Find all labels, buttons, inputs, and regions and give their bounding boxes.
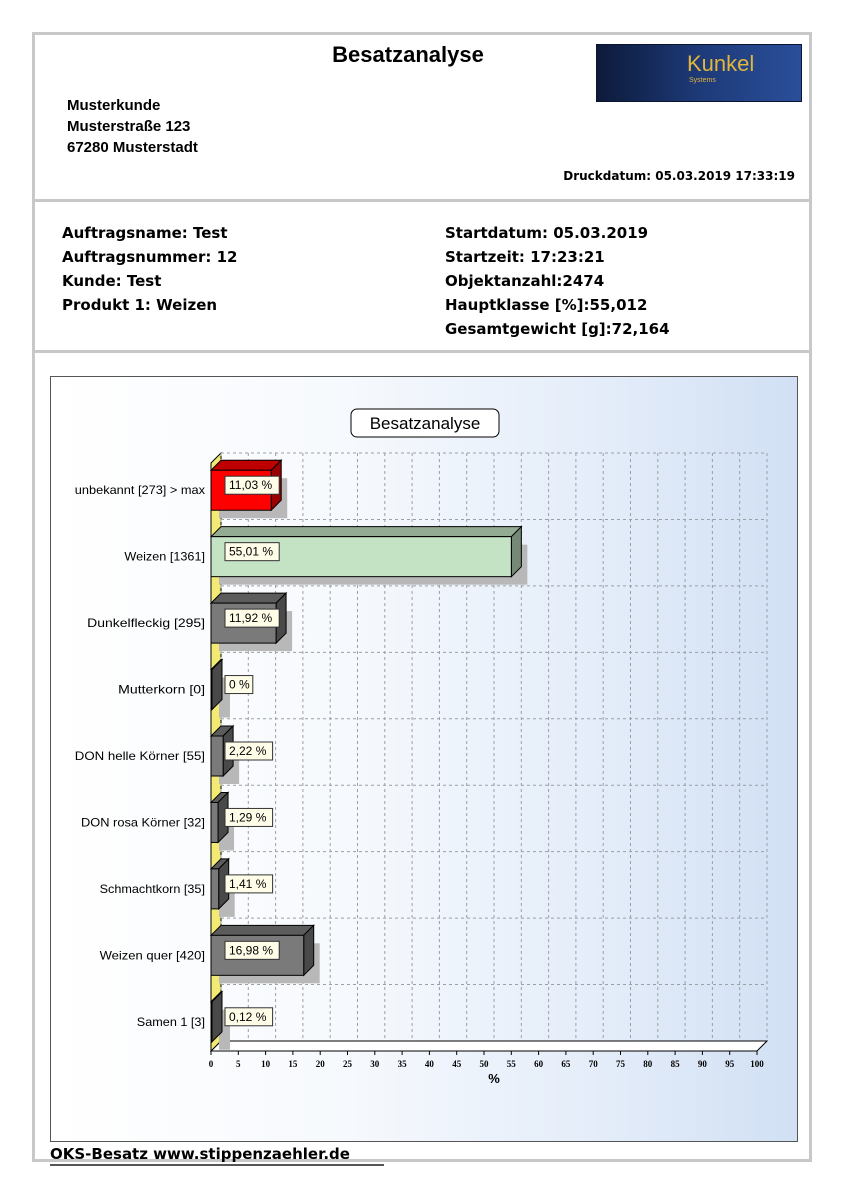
bar [211, 802, 218, 842]
bar-top [211, 925, 314, 935]
x-tick-label: 0 [208, 1059, 214, 1069]
bar-value-label: 1,29 % [229, 810, 267, 825]
address-line-city: 67280 Musterstadt [67, 139, 198, 156]
category-label: Weizen quer [420] [99, 948, 205, 963]
bar-value-label: 55,01 % [229, 544, 274, 559]
bar [211, 869, 219, 909]
category-label: Samen 1 [3] [136, 1014, 205, 1029]
main-class: Hauptklasse [%]:55,012 [445, 296, 648, 314]
print-date: Druckdatum: 05.03.2019 17:33:19 [563, 169, 795, 183]
chart-floor [211, 1041, 767, 1051]
category-label: unbekannt [273] > max [74, 483, 205, 498]
header-separator [32, 199, 812, 202]
bar-top [211, 527, 521, 537]
x-tick-label: 25 [343, 1059, 352, 1069]
address-line-name: Musterkunde [67, 97, 161, 114]
logo-sub: Systems [689, 77, 716, 84]
x-tick-label: 100 [750, 1059, 764, 1069]
address-line-street: Musterstraße 123 [67, 118, 191, 135]
x-tick-label: 50 [479, 1059, 489, 1069]
total-weight: Gesamtgewicht [g]:72,164 [445, 320, 670, 338]
bar-value-label: 2,22 % [229, 744, 267, 758]
company-logo [596, 44, 802, 102]
footer-underline [50, 1164, 384, 1166]
x-tick-label: 60 [534, 1059, 544, 1069]
x-tick-label: 80 [643, 1059, 653, 1069]
chart-title: Besatzanalyse [369, 414, 481, 433]
start-date: Startdatum: 05.03.2019 [445, 224, 649, 242]
category-label: Dunkelfleckig [295] [87, 616, 206, 631]
category-label: DON rosa Körner [32] [81, 815, 205, 830]
bar [211, 736, 223, 776]
bar [211, 670, 212, 710]
x-tick-label: 90 [697, 1059, 707, 1069]
bar-value-label: 16,98 % [229, 943, 274, 958]
x-tick-label: 75 [616, 1059, 625, 1069]
order-number: Auftragsnummer: 12 [62, 248, 238, 266]
bar-top [211, 593, 286, 603]
x-tick-label: 45 [452, 1059, 462, 1069]
info-separator [32, 350, 812, 353]
bar-chart [51, 377, 797, 1141]
customer: Kunde: Test [62, 272, 162, 290]
chart-panel [50, 376, 798, 1142]
x-tick-label: 15 [288, 1059, 298, 1069]
x-tick-label: 65 [561, 1059, 571, 1069]
bar-value-label: 0 % [229, 677, 250, 692]
page-title: Besatzanalyse [332, 42, 484, 67]
x-tick-label: 85 [670, 1059, 680, 1069]
x-tick-label: 55 [506, 1059, 516, 1069]
order-name: Auftragsname: Test [62, 224, 228, 242]
bar-value-label: 0,12 % [229, 1009, 267, 1024]
category-label: Schmachtkorn [35] [99, 881, 205, 896]
bar-top [211, 460, 281, 470]
bar-value-label: 11,92 % [229, 611, 273, 626]
x-tick-label: 5 [236, 1059, 241, 1069]
logo-brand: Kunkel [687, 51, 755, 76]
x-tick-label: 35 [397, 1059, 407, 1069]
footer-text: OKS-Besatz www.stippenzaehler.de [50, 1145, 350, 1163]
x-tick-label: 20 [315, 1059, 325, 1069]
x-tick-label: 95 [725, 1059, 735, 1069]
bar [211, 1002, 212, 1042]
product: Produkt 1: Weizen [62, 296, 218, 314]
category-label: Weizen [1361] [124, 549, 205, 564]
category-label: Mutterkorn [0] [118, 682, 205, 697]
bar-value-label: 1,41 % [229, 876, 267, 891]
x-tick-label: 40 [424, 1059, 434, 1069]
start-time: Startzeit: 17:23:21 [445, 248, 605, 266]
category-label: DON helle Körner [55] [74, 749, 205, 763]
bar-value-label: 11,03 % [229, 478, 273, 493]
object-count: Objektanzahl:2474 [445, 272, 605, 290]
x-tick-label: 10 [261, 1059, 271, 1069]
x-tick-label: 30 [370, 1059, 380, 1069]
x-tick-label: 70 [588, 1059, 598, 1069]
x-axis-label: % [488, 1071, 500, 1086]
